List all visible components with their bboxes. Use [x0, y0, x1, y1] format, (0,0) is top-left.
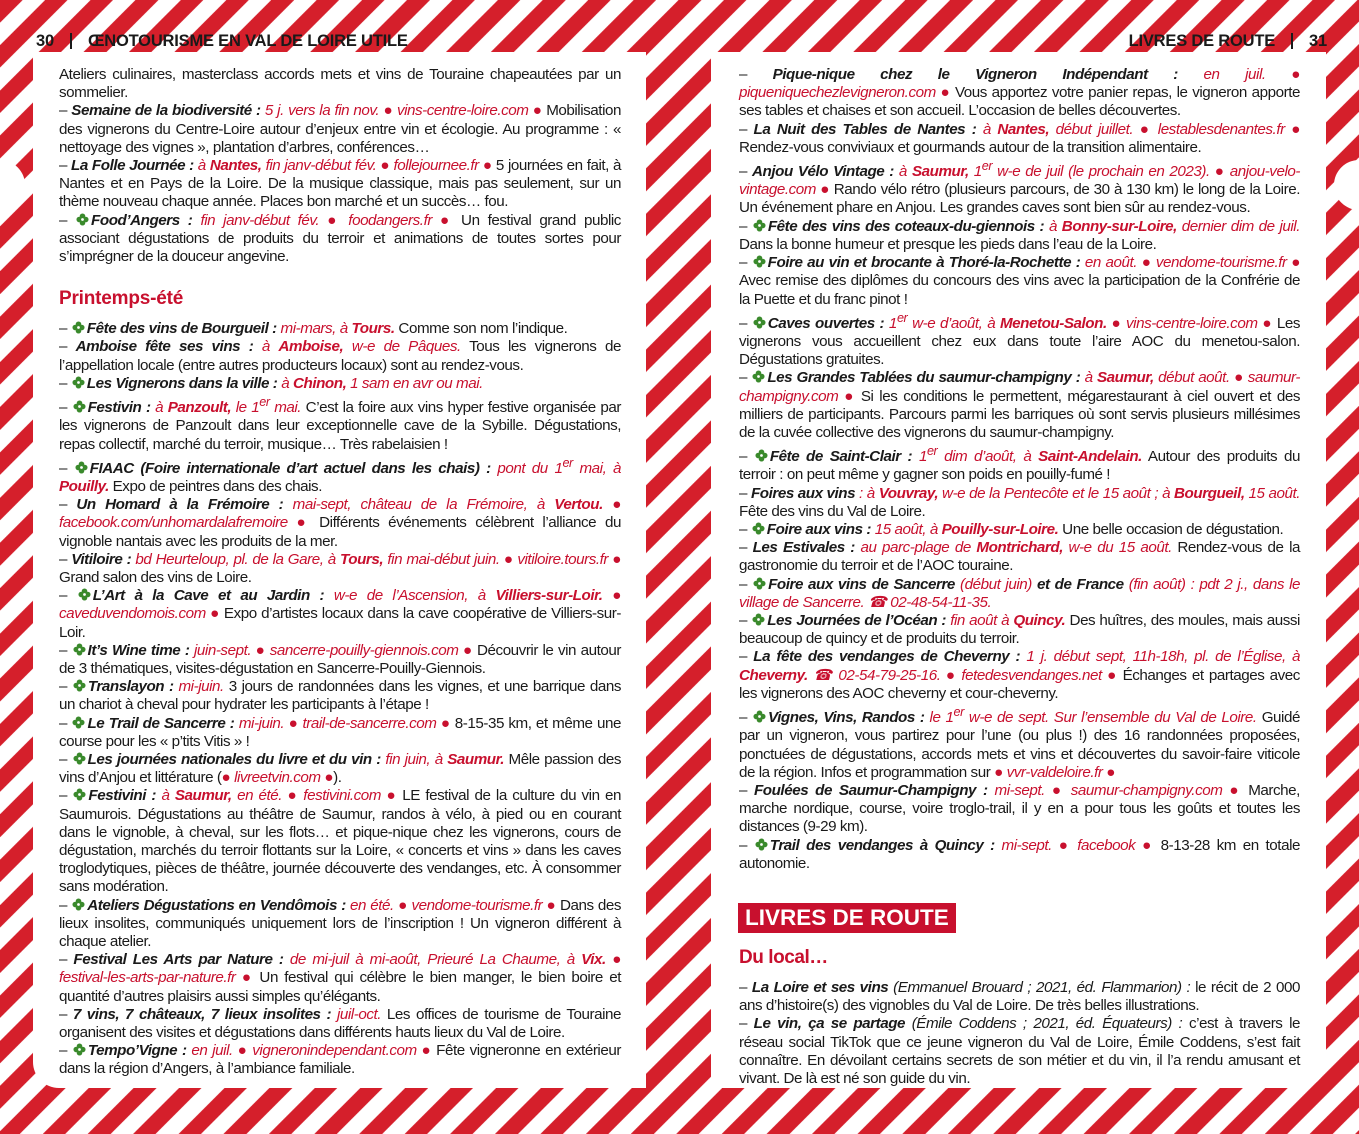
list-item: – Fête des vins de Bourgueil : mi-mars, à Tours. Comme son nom l’indique. — [59, 320, 568, 338]
link[interactable]: facebook — [1077, 836, 1136, 854]
list-item: – Les Grandes Tablées du saumur-champigny : à Saumur, début août. ● saumur-champigny.com ● Si les conditions le permettent, mégarestaurant à ciel ouvert et des milliers de participants. Parcours parmi les barriques où sont servis plusieurs millésimes de la cuvée collective des vignerons du saumur-champigny. — [739, 369, 1301, 441]
clover-icon — [752, 370, 765, 383]
left-running-header — [36, 30, 408, 52]
list-item: – Vitiloire : bd Heurteloup, pl. de la Gare, à Tours, fin mai-début juin. ● vitiloire.tours.fr ● Grand salon des vins de Loire. — [59, 550, 621, 586]
list-item: – Food’Angers : fin janv-début fév. ● foodangers.fr ● Un festival grand public associant dégustations de produits du terroir et animations de toutes sortes pour s’imprégner de la douceur angevine. — [59, 211, 621, 266]
phone-number: ☎ 02-48-54-11-35. — [868, 593, 992, 611]
list-item: – La Nuit des Tables de Nantes : à Nantes, début juillet. ● lestablesdenantes.fr ● Rendez-vous conviviaux et gourmands autour de la transition alimentaire. — [739, 120, 1300, 156]
left-column — [59, 66, 621, 1079]
section-subheading: Du local… — [739, 946, 828, 968]
header-separator — [70, 33, 72, 49]
list-item: – Translayon : mi-juin. 3 jours de randonnées dans les vignes, et une barrique dans un chariot à cheval pour hydrater les participants à l’étape ! — [59, 678, 621, 714]
link[interactable]: anjou-velo-vintage.com — [739, 163, 1300, 199]
link[interactable]: follejournee.fr — [393, 157, 479, 175]
list-item: Ateliers culinaires, masterclass accords mets et vins de Touraine chapeautées par un sommelier. — [59, 66, 621, 102]
list-item: – Le vin, ça se partage (Émile Coddens ; 2021, éd. Équateurs) : c’est à travers le réseau social TikTok que ce jeune vigneron du Val de Loire, Émile Coddens, s’est fait connaître. En dévoilant certains secrets de son métier et du vin, il l’a rendu amusant et vivant. De là est né son guide du vin. — [739, 1015, 1300, 1087]
clover-icon — [752, 613, 765, 626]
clover-icon — [75, 461, 88, 474]
list-item: – La fête des vendanges de Cheverny : 1 j. début sept, 11h-18h, pl. de l’Église, à Cheverny. ☎ 02-54-79-25-16. ● fetedesvendanges.net ● Échanges et partages avec les vignerons des AOC cheverny et cour-cheverny. — [739, 648, 1300, 702]
list-item: – Le Trail de Sancerre : mi-juin. ● trail-de-sancerre.com ● 8-15-35 km, et même une course pour les « p’tits Vitis » ! — [59, 714, 621, 750]
list-item: – It’s Wine time : juin-sept. ● sancerre-pouilly-giennois.com ● Découvrir le vin autour de 3 thématiques, visites-dégustation en Sancerre-Pouilly-Giennois. — [59, 641, 621, 678]
clover-icon — [73, 400, 86, 413]
right-column — [739, 66, 1300, 1088]
list-item: – Les Journées de l’Océan : fin août à Quincy. Des huîtres, des moules, mais aussi beaucoup de quincy et de produits du terroir. — [739, 612, 1300, 648]
list-item: – Foire aux vins de Sancerre (début juin) et de France (fin août) : pdt 2 j., dans le village de Sancerre. ☎ 02-48-54-11-35. — [739, 575, 1300, 611]
list-item: – Les Vignerons dans la ville : à Chinon, 1 sam en avr ou mai. — [59, 374, 483, 392]
list-item: – Vignes, Vins, Randos : le 1er w-e de sept. Sur l’ensemble du Val de Loire. Guidé par un vigneron, vous partirez pour l’une (ou plus !) des 16 randonnées proposées, ponctuées de dégustations, accords mets et vins et découvertes du savoir-faire viticole de la région. Infos et programmation sur ● vvr-valdeloire.fr ● — [739, 705, 1300, 781]
link[interactable]: lestablesdenantes.fr — [1157, 120, 1285, 138]
clover-icon — [755, 449, 768, 462]
list-item: – Amboise fête ses vins : à Amboise, w-e de Pâques. Tous les vignerons de l’appellation locale (entre autres producteurs locaux) sont au rendez-vous. — [59, 338, 621, 374]
left-page-number: 30 — [36, 31, 54, 50]
clover-icon — [753, 316, 766, 329]
list-item: – Pique-nique chez le Vigneron Indépendant : en juil. ● piqueniquechezlevigneron.com ● Vous apportez votre panier repas, le vigneron apporte ses tables et chaises et son accueil. L’occasion de belles découvertes. — [739, 66, 1300, 120]
right-page-number: 31 — [1309, 31, 1327, 50]
clover-icon — [753, 219, 766, 232]
link[interactable]: caveduvendomois.com — [59, 605, 206, 623]
link[interactable]: piqueniquechezlevigneron.com — [739, 84, 936, 102]
link[interactable]: festival-les-arts-par-nature.fr — [59, 969, 236, 987]
clover-icon — [753, 255, 766, 268]
link[interactable]: saumur-champigny.com — [739, 369, 1300, 405]
list-item: – Semaine de la biodiversité : 5 j. vers la fin nov. ● vins-centre-loire.com ● Mobilisation des vignerons du Centre-Loire autour d’enjeux entre vin et écologie. Au programme : « nettoyage des vignes », plantation d’arbres, conférences… — [59, 102, 621, 156]
list-item: – Trail des vendanges à Quincy : mi-sept. ● facebook ● 8-13-28 km en totale autonomie. — [739, 836, 1300, 872]
list-item: – Festivin : à Panzoult, le 1er mai. C’est la foire aux vins hyper festive organisée par les vignerons de Panzoult dans leur exceptionnelle cave de la Sybille. Dégustations, repas collectif, marché du terroir, musique… Très rabelaisien ! — [59, 395, 621, 453]
clover-icon — [72, 716, 85, 729]
link[interactable]: vigneronindependant.com — [252, 1042, 417, 1060]
list-item: – Fête des vins des coteaux-du-giennois : à Bonny-sur-Loire, dernier dim de juil. Dans la bonne humeur et presque les pieds dans l’eau de la Loire. — [739, 217, 1301, 253]
link[interactable]: vins-centre-loire.com — [396, 102, 529, 120]
clover-icon — [752, 522, 765, 535]
list-item: – Un Homard à la Frémoire : mai-sept, château de la Frémoire, à Vertou. ● facebook.com/unhomardalafremoire ● Différents événements célèbrent l’alliance du vignoble nantais avec les produits de la mer. — [59, 496, 621, 550]
list-item: – Les journées nationales du livre et du vin : fin juin, à Saumur. Mêle passion des vins d’Anjou et littérature (● livreetvin.com ●). — [59, 751, 621, 787]
right-edge-notch — [1334, 160, 1359, 210]
list-item: – Foires aux vins : à Vouvray, w-e de la Pentecôte et le 15 août ; à Bourgueil, 15 août. Fête des vins du Val de Loire. — [739, 484, 1301, 520]
clover-icon — [755, 838, 768, 851]
right-running-header — [1129, 30, 1327, 52]
link[interactable]: festivini.com — [303, 787, 382, 805]
clover-icon — [73, 788, 86, 801]
clover-icon — [72, 898, 85, 911]
list-item: – La Loire et ses vins (Emmanuel Brouard ; 2021, éd. Flammarion) : le récit de 2 000 ans d’histoire(s) des vignobles du Val de Loire. De très belles illustrations. — [739, 978, 1300, 1015]
clover-icon — [73, 643, 86, 656]
link[interactable]: saumur-champigny.com — [1070, 781, 1223, 799]
list-item: – L’Art à la Cave et au Jardin : w-e de l’Ascension, à Villiers-sur-Loir. ● caveduvendomois.com ● Expo d’artistes locaux dans la cave coopérative de Villiers-sur-Loir. — [59, 587, 621, 641]
clover-icon — [73, 752, 86, 765]
list-item: – Festivini : à Saumur, en été. ● festivini.com ● LE festival de la culture du vin en Saumurois. Dégustations au théâtre de Saumur, randos à vélo, à pied ou en courant dans le vignoble, à cheval, sur les flots… et pique-nique chez les vignerons, cours de dégustation, marchés du terroir flottants sur la Loire, « concerts et vins » dans les caves troglodytiques, pièces de théâtre, journée découverte des vendanges, etc. À consommer sans modération. — [59, 787, 621, 896]
left-edge-notch — [0, 160, 25, 210]
header-separator — [1291, 33, 1293, 49]
list-item: – Les Estivales : au parc-plage de Montrichard, w-e du 15 août. Rendez-vous de la gastronomie du terroir et de l’AOC touraine. — [739, 539, 1300, 575]
link[interactable]: trail-de-sancerre.com — [302, 714, 437, 732]
link[interactable]: foodangers.fr — [348, 211, 432, 229]
list-item: – Festival Les Arts par Nature : de mi-juil à mi-août, Prieuré La Chaume, à Vix. ● festival-les-arts-par-nature.fr ● Un festival qui célèbre le bien manger, le bien boire et quantité d’autres plaisirs aussi simples qu’élégants. — [59, 951, 621, 1005]
clover-icon — [78, 588, 91, 601]
phone-number: ☎ 02-54-79-25-16. — [807, 666, 946, 684]
list-item: – FIAAC (Foire internationale d’art actuel dans les chais) : pont du 1er mai, à Pouilly. Expo de peintres dans des chais. — [59, 455, 621, 495]
left-header-title: ŒNOTOURISME EN VAL DE LOIRE UTILE — [87, 31, 408, 50]
link[interactable]: vvr-valdeloire.fr — [1006, 763, 1103, 781]
link[interactable]: facebook.com/unhomardalafremoire — [59, 514, 288, 532]
clover-icon — [753, 710, 766, 723]
list-item: – Caves ouvertes : 1er w-e d’août, à Menetou-Salon. ● vins-centre-loire.com ● Les vignerons vous accueillent chez eux dans toute l’aire AOC du menetou-salon. Dégustations gratuites. — [739, 310, 1300, 369]
clover-icon — [73, 679, 86, 692]
clover-icon — [76, 213, 89, 226]
list-item: – Foire au vin et brocante à Thoré-la-Rochette : en août. ● vendome-tourisme.fr ● Avec remise des diplômes du concours des vins avec la participation de la Confrérie de la Puette et du franc pinot ! — [739, 254, 1300, 308]
clover-icon — [753, 577, 766, 590]
list-item: – Anjou Vélo Vintage : à Saumur, 1er w-e de juil (le prochain en 2023). ● anjou-velo-vintage.com ● Rando vélo rétro (plusieurs parcours, de 30 à 130 km) le long de la Loire. Un événement phare en Anjou. Les grandes caves sont bien sûr au rendez-vous. — [739, 159, 1300, 217]
link[interactable]: fetedesvendanges.net — [961, 666, 1102, 684]
list-item: – 7 vins, 7 châteaux, 7 lieux insolites : juil-oct. Les offices de tourisme de Touraine organisent des visites et dégustations dans différents hauts lieux du Val de Loire. — [59, 1005, 621, 1042]
list-item: – Fête de Saint-Clair : 1er dim d’août, à Saint-Andelain. Autour des produits du terroir : on peut même y gagner son poids en pouilly-fumé ! — [739, 444, 1300, 484]
section-title-box: LIVRES DE ROUTE — [738, 903, 956, 933]
clover-icon — [73, 1043, 86, 1056]
list-item: – Ateliers Dégustations en Vendômois : en été. ● vendome-tourisme.fr ● Dans des lieux insolites, communiqués uniquement lors de l’inscription ! Un vigneron différent à chaque atelier. — [59, 896, 621, 951]
clover-icon — [72, 321, 85, 334]
list-item: – Foire aux vins : 15 août, à Pouilly-sur-Loire. Une belle occasion de dégustation. — [739, 521, 1284, 539]
link[interactable]: sancerre-pouilly-giennois.com — [269, 641, 459, 659]
list-item: – Foulées de Saumur-Champigny : mi-sept. ● saumur-champigny.com ● Marche, marche nordique, course, voire troglo-trail, il y en a pour tous les goûts et toutes les distances (9-29 km). — [739, 781, 1300, 836]
link[interactable]: livreetvin.com — [234, 769, 321, 787]
section-heading: Printemps-été — [59, 288, 184, 310]
link[interactable]: vins-centre-loire.com — [1126, 314, 1258, 332]
clover-icon — [72, 376, 85, 389]
link[interactable]: vendome-tourisme.fr — [411, 896, 543, 914]
link[interactable]: vitiloire.tours.fr — [517, 550, 609, 568]
right-header-title: LIVRES DE ROUTE — [1128, 31, 1276, 50]
link[interactable]: vendome-tourisme.fr — [1155, 254, 1287, 272]
list-item: – La Folle Journée : à Nantes, fin janv-début fév. ● follejournee.fr ● 5 journées en fait, à Nantes et en Pays de la Loire. De la musique classique, mais pas seulement, sur un thème nouveau chaque année. Places bon marché et un succès… fou. — [59, 157, 621, 211]
list-item: – Tempo’Vigne : en juil. ● vigneronindependant.com ● Fête vigneronne en extérieur dans la région d’Angers, à l’ambiance familiale. — [59, 1042, 621, 1078]
